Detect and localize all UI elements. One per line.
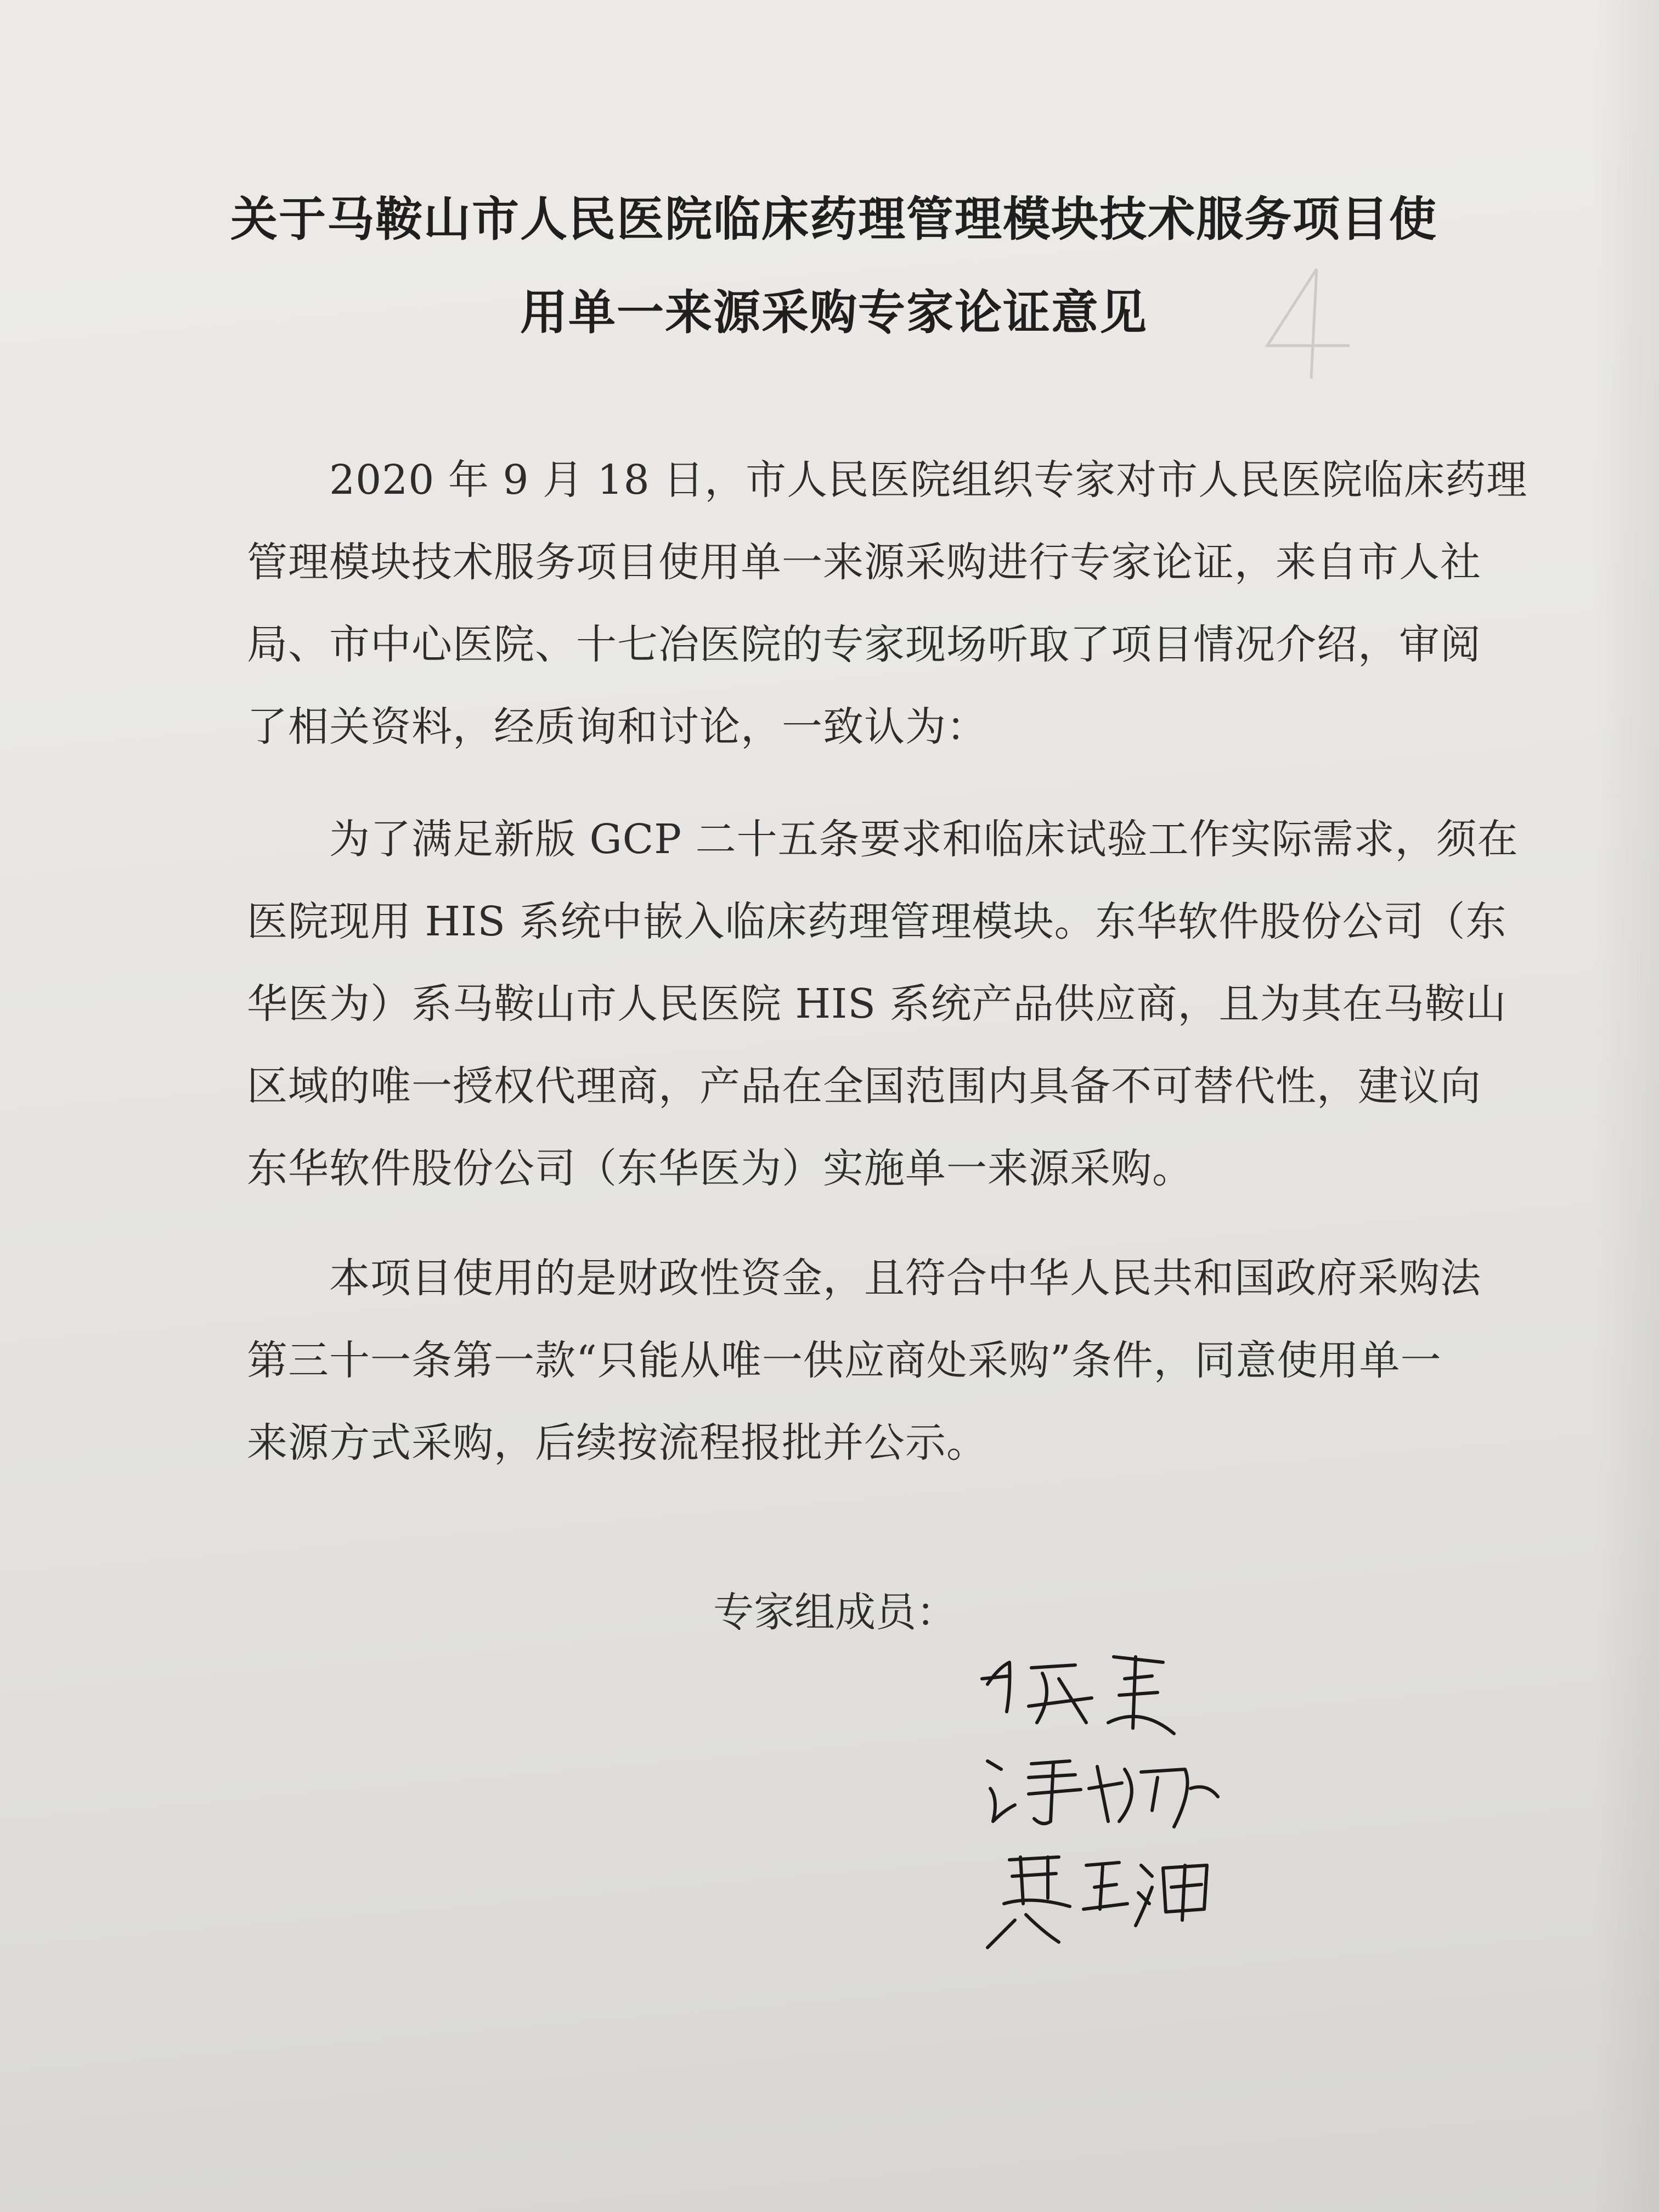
document-title-line-2: 用单一来源采购专家论证意见 [520, 285, 1148, 340]
document-title-line-1: 关于马鞍山市人民医院临床药理管理模块技术服务项目使 [230, 192, 1437, 247]
paragraph-3-line: 第三十一条第一款“只能从唯一供应商处采购”条件，同意使用单一 [247, 1337, 1442, 1384]
paragraph-2-line: 华医为）系马鞍山市人民医院 HIS 系统产品供应商，且为其在马鞍山 [247, 980, 1507, 1028]
paragraph-3 [247, 1237, 1481, 1484]
paragraph-3-line: 本项目使用的是财政性资金，且符合中华人民共和国政府采购法 [329, 1255, 1481, 1302]
signatures-svg [977, 1646, 1240, 1975]
signature-block [977, 1646, 1240, 1975]
paragraph-2 [247, 798, 1519, 1210]
paragraph-1-line: 局、市中心医院、十七冶医院的专家现场听取了项目情况介绍，审阅 [247, 621, 1481, 668]
paragraph-1-line: 管理模块技术服务项目使用单一来源采购进行专家论证，来自市人社 [247, 539, 1481, 586]
signature-1 [982, 1657, 1174, 1734]
paragraph-2-line: 为了满足新版 GCP 二十五条要求和临床试验工作实际需求，须在 [329, 816, 1519, 863]
page-edge-shadow [1593, 0, 1659, 2212]
paragraph-2-line: 医院现用 HIS 系统中嵌入临床药理管理模块。东华软件股份公司（东 [247, 898, 1507, 945]
paragraph-1 [247, 439, 1528, 768]
paragraph-1-line: 2020 年 9 月 18 日，市人民医院组织专家对市人民医院临床药理 [329, 456, 1528, 504]
expert-group-label: 专家组成员： [713, 1589, 957, 1636]
signature-2 [988, 1761, 1218, 1827]
paragraph-3-line: 来源方式采购，后续按流程报批并公示。 [247, 1419, 988, 1466]
signature-3 [988, 1857, 1207, 1948]
paragraph-2-line: 区域的唯一授权代理商，产品在全国范围内具备不可替代性，建议向 [247, 1063, 1481, 1110]
paragraph-2-line: 东华软件股份公司（东华医为）实施单一来源采购。 [247, 1145, 1193, 1192]
paragraph-1-line: 了相关资料，经质询和讨论，一致认为： [247, 703, 988, 751]
